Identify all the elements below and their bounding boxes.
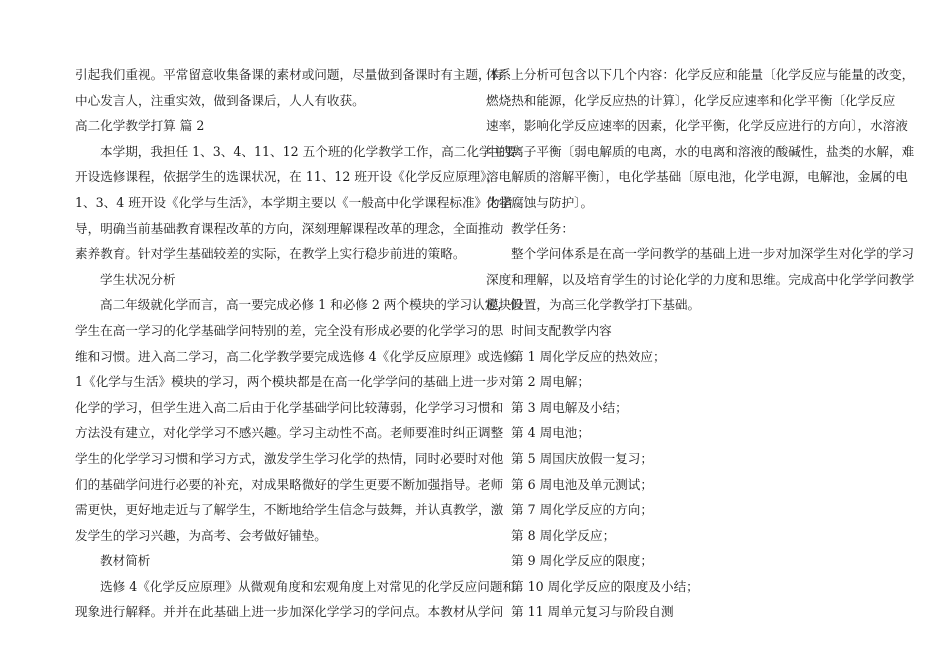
text-line: 整个学问体系是在高一学问教学的基础上进一步对加深学生对化学的学习 xyxy=(511,246,914,262)
text-line: 中的离子平衡〔弱电解质的电离，水的电离和溶液的酸碱性，盐类的水解，难 xyxy=(486,143,915,159)
section-heading: 第 11 周单元复习与阶段自测 xyxy=(511,604,674,620)
text-line: 本学期，我担任 1、3、4、11、12 五个班的化学教学工作，高二化学主要 xyxy=(100,143,517,159)
text-line: 现象进行解释。并并在此基础上进一步加深化学学习的学问点。本教材从学问 xyxy=(75,604,504,620)
text-line: 维和习惯。进入高二学习，高二化学教学要完成选修 4《化学反应原理》或选修 xyxy=(75,348,516,364)
section-heading: 第 7 周化学反应的方向； xyxy=(511,502,653,518)
text-line: 模块设置，为高三化学教学打下基础。 xyxy=(486,297,701,313)
text-line: 学生在高一学习的化学基础学问特别的差，完全没有形成必要的化学学习的思 xyxy=(75,322,504,338)
text-line: 们的基础学问进行必要的补充，对成果略微好的学生更要不断加强指导。老师 xyxy=(75,476,504,492)
text-line: 中心发言人，注重实效，做到备课后，人人有收获。 xyxy=(75,92,365,108)
text-line: 体系上分析可包含以下几个内容：化学反应和能量〔化学反应与能量的改变， xyxy=(486,67,915,82)
section-heading: 第 6 周电池及单元测试； xyxy=(511,476,653,492)
section-heading: 第 3 周电解及小结； xyxy=(511,399,628,415)
text-line: 学生的化学学习习惯和学习方式，激发学生学习化学的热情，同时必要时对他 xyxy=(75,450,504,466)
text-line: 需更快，更好地走近与了解学生，不断地给学生信念与鼓舞，并认真教学，激 xyxy=(75,502,504,518)
text-line: 速率，影响化学反应速率的因素，化学平衡，化学反应进行的方向〕，水溶液 xyxy=(486,118,908,134)
section-heading: 第 1 周化学反应的热效应； xyxy=(511,348,666,364)
text-line: 开设选修课程，依据学生的选课状况，在 11、12 班开设《化学反应原理》， xyxy=(75,169,500,185)
section-heading: 教材简析 xyxy=(100,553,151,569)
section-heading: 第 8 周化学反应； xyxy=(511,527,616,543)
section-title: 高二化学教学打算 篇 2 xyxy=(75,118,205,134)
section-heading: 第 4 周电池； xyxy=(511,425,590,441)
text-line: 深度和理解，以及培育学生的讨论化学的力度和思维。完成高中化学学问教学 xyxy=(486,271,915,287)
right-column xyxy=(486,62,915,625)
section-heading: 时间支配教学内容 xyxy=(511,322,612,338)
text-line: 素养教育。针对学生基础较差的实际，在教学上实行稳步前进的策略。 xyxy=(75,246,466,262)
text-line: 化学的学习，但学生进入高二后由于化学基础学问比较薄弱，化学学习习惯和 xyxy=(75,399,504,415)
section-heading: 学生状况分析 xyxy=(100,271,176,287)
text-line: 溶电解质的溶解平衡〕，电化学基础〔原电池，化学电源，电解池，金属的电 xyxy=(486,169,908,185)
left-column xyxy=(75,62,523,625)
text-line: 化学腐蚀与防护〕。 xyxy=(486,194,594,210)
section-heading: 教学任务： xyxy=(511,220,574,236)
text-line: 高二年级就化学而言，高一要完成必修 1 和必修 2 两个模块的学习认定，但 xyxy=(100,297,523,313)
text-line: 方法没有建立，对化学学习不感兴趣。学习主动性不高。老师要准时纠正调整 xyxy=(75,425,504,441)
section-heading: 第 9 周化学反应的限度； xyxy=(511,553,653,569)
text-line: 引起我们重视。平常留意收集备课的素材或问题，尽量做到备课时有主题，有 xyxy=(75,67,504,82)
text-line: 选修 4《化学反应原理》从微观角度和宏观角度上对常见的化学反应问题和 xyxy=(100,578,516,594)
section-heading: 第 10 周化学反应的限度及小结； xyxy=(511,578,699,594)
text-line: 发学生的学习兴趣，为高考、会考做好铺垫。 xyxy=(75,527,327,543)
section-heading: 第 5 周国庆放假一复习； xyxy=(511,450,653,466)
text-line: 导，明确当前基础教育课程改革的方向，深刻理解课程改革的理念，全面推动 xyxy=(75,220,504,236)
section-heading: 第 2 周电解； xyxy=(511,374,590,390)
text-line: 1、3、4 班开设《化学与生活》，本学期主要以《一般高中化学课程标准》为指 xyxy=(75,194,513,210)
text-line: 燃烧热和能源，化学反应热的计算〕，化学反应速率和化学平衡〔化学反应 xyxy=(486,92,896,108)
text-line: 1《化学与生活》模块的学习，两个模块都是在高一化学学问的基础上进一步对 xyxy=(75,374,512,390)
